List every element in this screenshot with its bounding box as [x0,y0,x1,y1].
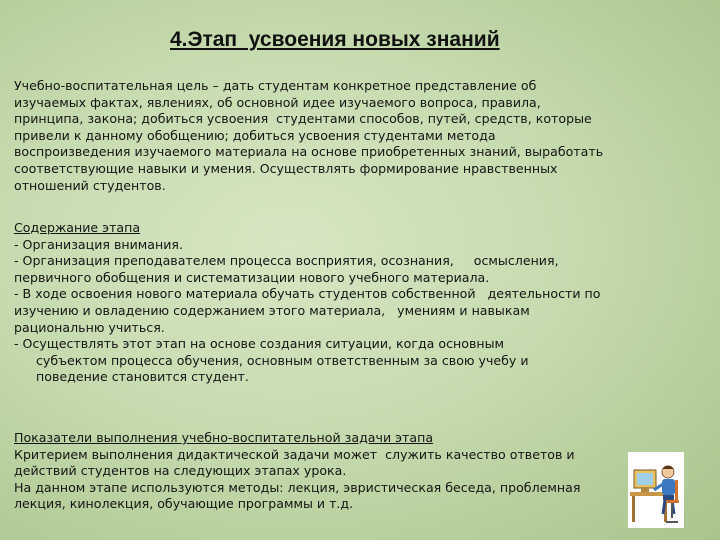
student-at-computer-icon [628,452,684,528]
content-line: - Осуществлять этот этап на основе создания ситуации, когда основным [14,336,505,352]
goal-line: воспроизведения изучаемого материала на основе приобретенных знаний, выработать [14,144,604,160]
goal-line: изучаемых фактах, явлениях, об основной идее изучаемого вопроса, правила, [14,94,541,110]
goal-line: Учебно-воспитательная цель – дать студентам конкретное представление об [14,78,537,93]
indicators-line: действий студентов на следующих этапах урока. [14,463,347,479]
content-line: субъектом процесса обучения, основным ответственным за свою учебу и [36,352,529,368]
goal-line: привели к данному обобщению; добиться усвоения студентами метода [14,127,496,143]
slide-title: 4.Этап усвоения новых знаний [170,28,500,51]
content-line: рациональню учиться. [14,319,165,335]
content-section [14,220,704,386]
content-line: поведение становится студент. [36,369,249,385]
indicators-line: Критерием выполнения дидактической задачи может служить качество ответов и [14,446,575,462]
content-line: - Организация внимания. [14,236,184,252]
goal-line: соответствующие навыки и умения. Осуществлять формирование нравственных [14,160,558,176]
content-line: изучению и овладению содержанием этого материала, умениям и навыкам [14,302,530,318]
indicators-section [14,430,704,513]
content-line: - Организация преподавателем процесса восприятия, осознания, осмысления, [14,253,559,269]
indicators-line: На данном этапе используются методы: лекция, эвристическая беседа, проблемная [14,479,581,495]
goal-line: отношений студентов. [14,177,166,193]
content-heading: Содержание этапа [14,220,141,235]
goal-paragraph [14,78,704,194]
content-line: первичного обобщения и систематизации нового учебного материала. [14,269,490,285]
indicators-line: лекция, кинолекция, обучающие программы и т.д. [14,496,354,512]
goal-line: принципа, закона; добиться усвоения студентами способов, путей, средств, которые [14,111,592,127]
content-line: - В ходе освоения нового материала обучать студентов собственной деятельности по [14,286,601,302]
indicators-heading: Показатели выполнения учебно-воспитательной задачи этапа [14,430,434,445]
